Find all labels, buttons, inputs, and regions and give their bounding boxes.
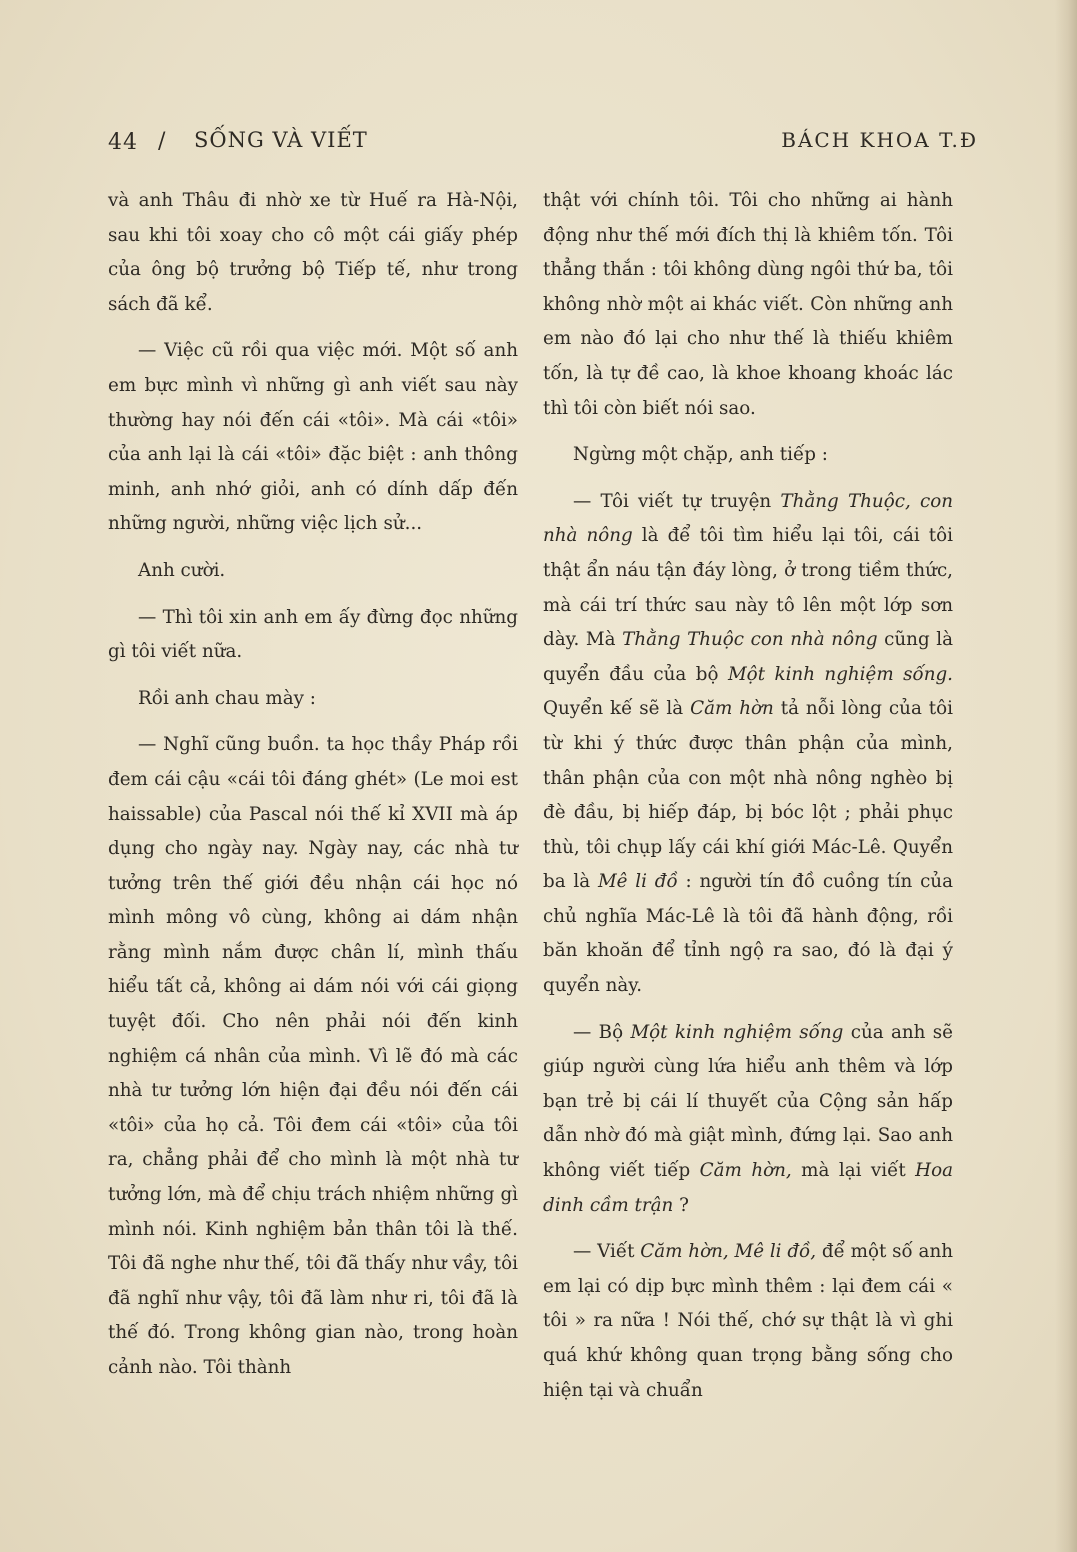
italic-title: Mê li đồ (597, 871, 678, 893)
text-run: : người tín đồ cuồng tín của chủ nghĩa Mác-Lê là tôi đã hành động, rồi băn khoăn để tỉnh ngộ ra sao, đó là đại ý quyển này. (543, 871, 953, 997)
text-run: — Viết (573, 1241, 641, 1263)
italic-title: Hoa dinh cầm trận (543, 1160, 954, 1216)
text-run: — Bộ (573, 1021, 631, 1043)
paragraph: — Việc cũ rồi qua việc mới. Một số anh em bực mình vì những gì anh viết sau này thường hay nói đến cái «tôi». Mà cái «tôi» của anh lại là cái «tôi» đặc biệt : anh thông minh, anh nhớ giỏi, anh có dính dấp đến những người, những việc lịch sử... (108, 340, 518, 535)
text-run: tả nỗi lòng của tôi từ khi ý thức được thân phận của mình, thân phận của con một nhà nông nghèo bị đè đầu, bị hiếp đáp, bị bóc lột ; phải phục thù, tôi chụp lấy cái khí giới Mác-Lê. Quyển ba là (543, 698, 953, 893)
italic-title: Căm hờn (690, 698, 774, 720)
paragraph (543, 1235, 953, 1408)
text-run: là để tôi tìm hiểu lại tôi, cái tôi thật ẩn náu tận đáy lòng, ở trong tiềm thức, mà cái trí thức sau này tô lên một lớp sơn dày. Mà (543, 525, 953, 651)
publication-title: BÁCH KHOA T.Đ (781, 128, 978, 152)
header-separator: / (158, 129, 166, 154)
section-title: SỐNG VÀ VIẾT (194, 128, 368, 152)
text-run: ? (673, 1194, 689, 1216)
left-text-column (108, 184, 518, 1398)
italic-title: Căm hờn, (699, 1160, 792, 1182)
paragraph: — Thì tôi xin anh em ấy đừng đọc những gì tôi viết nữa. (108, 606, 518, 663)
paragraph (543, 485, 953, 1004)
page-number: 44 (108, 130, 138, 155)
paragraph: — Nghĩ cũng buồn. ta học thầy Pháp rồi đem cái cậu «cái tôi đáng ghét» (Le moi est haissable) của Pascal nói thế kỉ XVII mà áp dụng cho ngày nay. Ngày nay, các nhà tư tưởng trên thế giới đều nhận cái học nó mình mông vô cùng, không ai dám nhận rằng mình nắm được chân lí, mình thấu hiểu tất cả, không ai dám nói với cái giọng tuyệt đối. Cho nên phải nói đến kinh nghiệm cá nhân của mình. Vì lẽ đó mà các nhà tư tưởng lớn hiện đại đều nói đến cái «tôi» của họ cả. Tôi đem cái «tôi» của tôi ra, chẳng phải để cho mình là một nhà tư tưởng lớn, mà để chịu trách nhiệm những gì mình nói. Kinh nghiệm bản thân tôi là thế. Tôi đã nghe như thế, tôi đã thấy như vầy, tôi đã nghĩ như vậy, tôi đã làm như ri, tôi đã là thế đó. Trong không gian nào, trong hoàn cảnh nào. Tôi thành (108, 734, 518, 1378)
italic-title: Một kinh nghiệm sống. (727, 663, 953, 685)
page-edge-shadow (1055, 0, 1077, 1552)
text-run: để một số anh em lại có dịp bực mình thêm : lại đem cái « tôi » ra nữa ! Nói thế, chớ sự thật là vì ghi quá khứ không quan trọng bằng sống cho hiện tại và chuẩn (543, 1241, 953, 1401)
page-header (108, 122, 978, 162)
italic-title: Căm hờn, Mê li đồ, (640, 1241, 817, 1263)
paragraph: Anh cười. (138, 559, 226, 581)
paragraph: thật với chính tôi. Tôi cho những ai hành động như thế mới đích thị là khiêm tốn. Tôi thẳng thắn : tôi không dùng ngôi thứ ba, tôi không nhờ một ai khác viết. Còn những anh em nào đó lại cho như thế là thiếu khiêm tốn, là tự đề cao, là khoe khoang khoác lác thì tôi còn biết nói sao. (543, 190, 953, 419)
text-run: của anh sẽ giúp người cùng lứa hiểu anh thêm và lớp bạn trẻ bị cái lí thuyết của Cộng sản hấp dẫn nhờ đó mà giật mình, đứng lại. Sao anh không viết tiếp (543, 1021, 953, 1182)
paragraph: Rồi anh chau mày : (138, 687, 316, 709)
text-run: mà lại viết (791, 1160, 916, 1182)
text-run: — Tôi viết tự truyện (573, 490, 781, 512)
text-run: Quyển kế sẽ là (543, 698, 691, 720)
italic-title: Thằng Thuộc, con nhà nông (543, 490, 953, 547)
italic-title: Một kinh nghiệm sống (630, 1021, 844, 1043)
paragraph (543, 1016, 953, 1224)
text-run: cũng là quyển đầu của bộ (543, 629, 953, 685)
italic-title: Thằng Thuộc con nhà nông (622, 629, 878, 651)
right-text-column (543, 184, 953, 1420)
paragraph: Ngừng một chặp, anh tiếp : (573, 444, 828, 466)
paragraph: và anh Thâu đi nhờ xe từ Huế ra Hà-Nội, sau khi tôi xoay cho cô một cái giấy phép của ông bộ trưởng bộ Tiếp tế, như trong sách đã kể. (108, 190, 518, 315)
